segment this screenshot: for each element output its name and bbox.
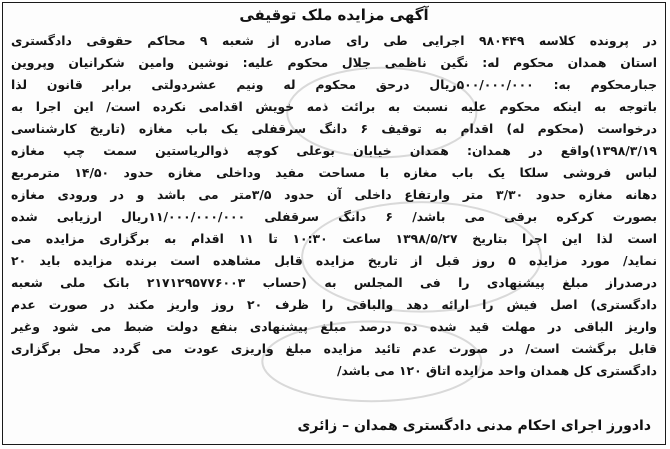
notice-line: استان همدان محکوم له: نگین ناظمی جلال محکوم علیه: نوشین وامین شکرانیان وپروین <box>11 55 657 70</box>
notice-line: دهانه مغازه حدود ۳/۳۰ متر وارتفاع داخلی آن حدود ۳/۵متر می باشد و در ورودی مغازه <box>11 187 657 202</box>
notice-line: دادگستری کل همدان واحد مزایده اتاق ۱۲۰ می باشد/ <box>336 363 657 378</box>
notice-line: نماید/ مورد مزایده ۵ روز قبل از تاریخ مزایده قابل مشاهده است برنده مزایده باید ۲۰ <box>11 253 657 268</box>
notice-line: بصورت کرکره برقی می باشد/ ۶ دانگ سرقفلی ۱۱/۰۰۰/۰۰۰/۰۰۰ریال ارزیابی شده <box>11 209 657 224</box>
notice-title: آگهی مزایده ملک توقیفی <box>239 6 429 24</box>
notice-line: در پرونده کلاسه ۹۸۰۴۴۹ اجرایی طی رای صادره از شعبه ۹ محاکم حقوقی دادگستری <box>11 33 657 48</box>
notice-line: لباس فروشی سلکا یک باب مغازه با مساحت مفید وداخلی مغازه حدود ۱۴/۵۰ مترمربع <box>11 165 657 180</box>
notice-line: درصدراز مبلغ پیشنهادی را فی المجلس به (حساب ۲۱۷۱۲۹۵۷۷۶۰۰۳ بانک ملی شعبه <box>11 275 657 290</box>
notice-line: واریز الباقی در مهلت قید شده ده درصد مبلغ پیشنهادی بنفع دولت ضبط می شود وغیر <box>11 319 657 334</box>
notice-line: درخواست (محکوم له) اقدام به توقیف ۶ دانگ سرقفلی یک باب مغازه (تاریخ کارشناسی <box>11 121 657 136</box>
notice-line: ۱۳۹۸/۳/۱۹)واقع در همدان: همدان خیابان بوعلی کوچه ذوالریاستین سمت چپ مغازه <box>11 143 657 158</box>
notice-body <box>11 30 657 382</box>
notice-line: دادگستری) اصل فیش را ارائه دهد والباقی را ظرف ۲۰ روز واریز مکند در صورت عدم <box>11 297 657 312</box>
notice-line: است لذا این اجرا بتاریخ ۱۳۹۸/۵/۲۷ ساعت ۱۰:۳۰ تا ۱۱ اقدام به برگزاری مزایده می <box>11 231 657 246</box>
notice-signature: دادورز اجرای احکام مدنی دادگستری همدان – زائری <box>297 418 651 434</box>
notice-line: جبارمحکوم به: ۵۰۰/۰۰۰/۰۰۰ریال درحق محکوم له ونیم عشردولتی برابر قانون لذا <box>11 77 657 92</box>
auction-notice <box>2 2 666 445</box>
notice-line: باتوجه به اینکه محکوم علیه نسبت به برائت ذمه خویش اقدامی نکرده است/ این اجرا به <box>11 99 657 114</box>
notice-line: قابل برگشت است/ در صورت عدم تائید مزایده مبلغ واریزی عودت می گردد محل برگزاری <box>11 341 657 356</box>
